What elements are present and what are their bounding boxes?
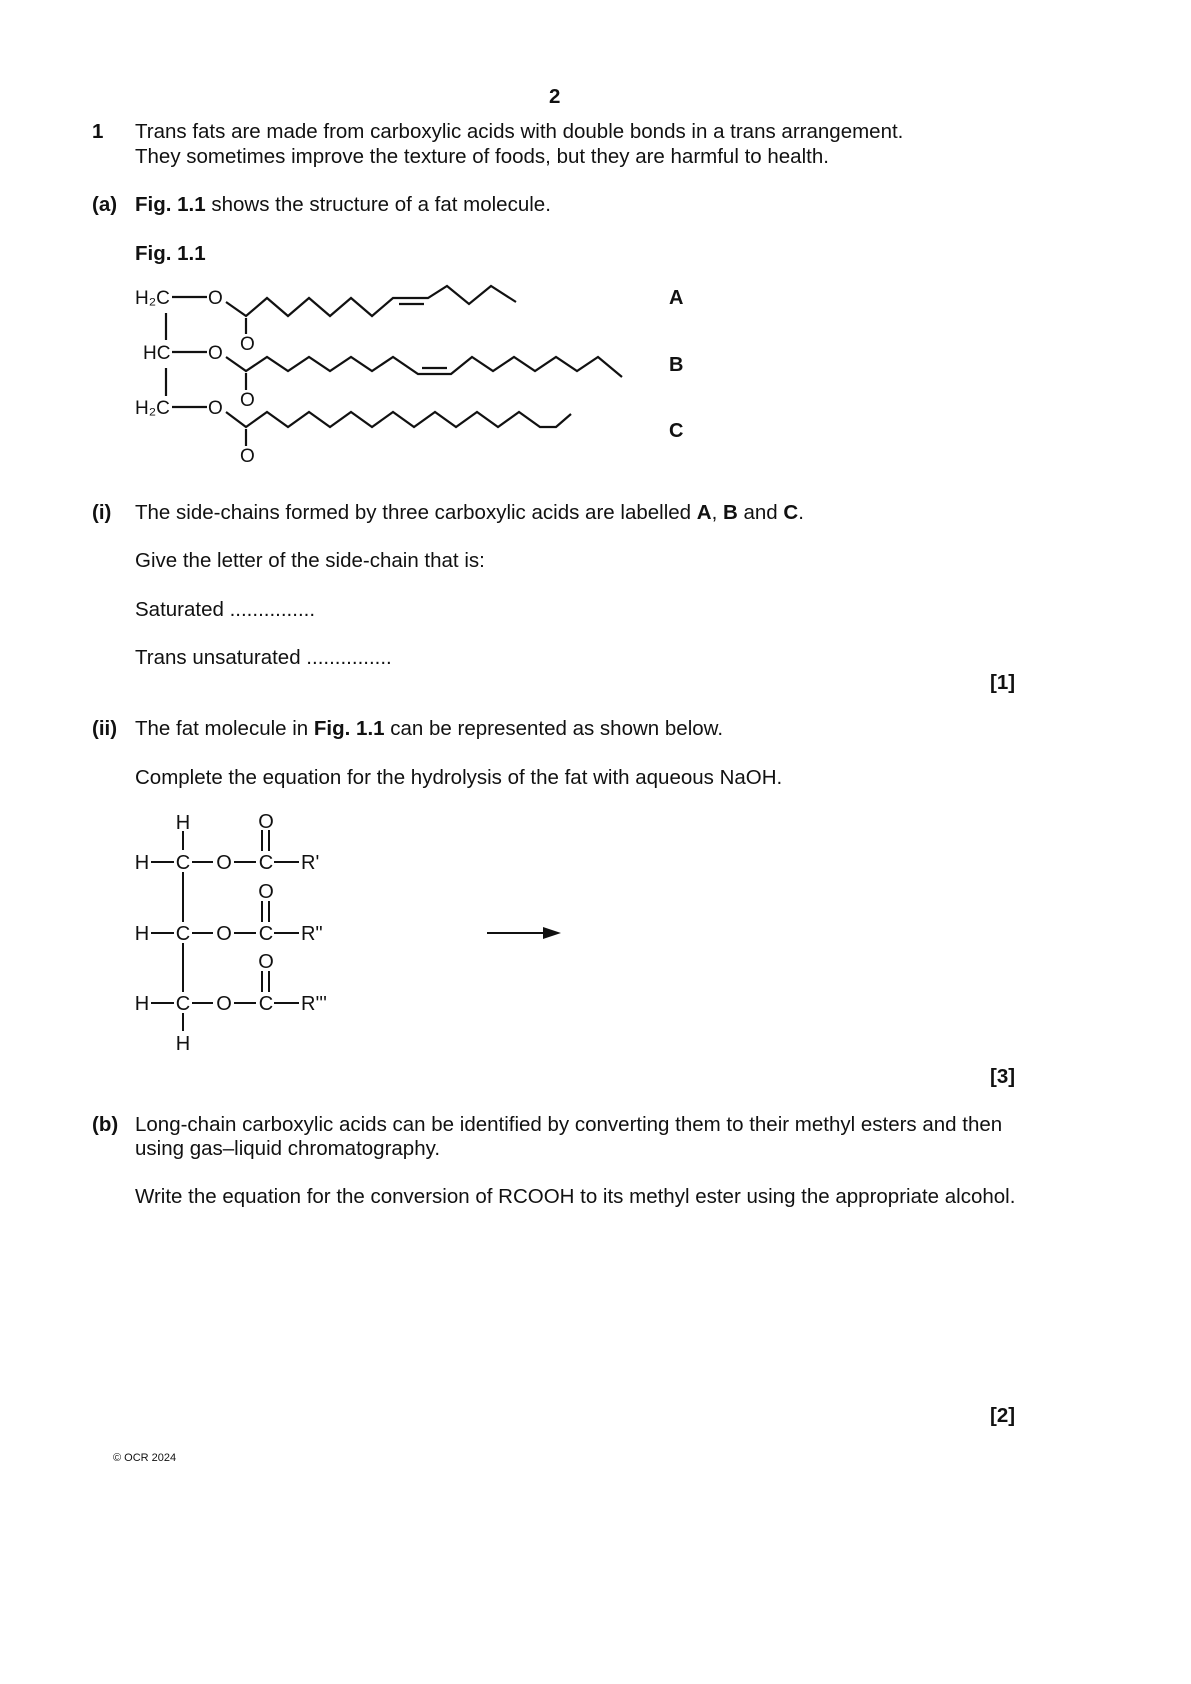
atom-o-carbonyl-2: O xyxy=(258,881,274,903)
fig-reference: Fig. 1.1 xyxy=(135,193,206,216)
letter-a: A xyxy=(696,501,712,524)
svg-text:R" xyxy=(301,923,323,945)
svg-text:C xyxy=(176,993,190,1015)
svg-text:O xyxy=(258,881,274,903)
r-group-2: R" xyxy=(301,923,323,945)
svg-text:C xyxy=(259,923,273,945)
part-b-instruction: Write the equation for the conversion of RCOOH to its methyl ester using the appropriate alcohol. xyxy=(135,1185,1016,1208)
trans-unsaturated-answer-line[interactable]: Trans unsaturated ............... xyxy=(135,646,392,669)
and-word: and xyxy=(737,501,784,524)
atom-c-row2: C xyxy=(175,923,191,945)
atom-o-carbonyl-1: O xyxy=(258,811,274,833)
svg-text:C xyxy=(259,993,273,1015)
svg-text:O xyxy=(216,993,232,1015)
svg-text:C xyxy=(259,852,273,874)
svg-text:R' xyxy=(301,852,319,874)
atom-h-top: H xyxy=(175,812,191,834)
chain-label-a: A xyxy=(669,287,684,309)
oxygen-c1: O xyxy=(208,398,223,419)
part-i-label: (i) xyxy=(92,501,112,524)
r-group-3: R''' xyxy=(301,993,327,1015)
atom-c-ester-row3: C xyxy=(258,993,274,1015)
intro-line-2: They sometimes improve the texture of foods, but they are harmful to health. xyxy=(135,145,829,168)
atom-c-row1: C xyxy=(175,852,191,874)
svg-text:C xyxy=(176,852,190,874)
part-a-label: (a) xyxy=(92,193,118,216)
carbonyl-oxygen-b: O xyxy=(240,390,255,411)
hydrolysis-instruction: Complete the equation for the hydrolysis of the fat with aqueous NaOH. xyxy=(135,766,783,789)
svg-text:O xyxy=(258,811,274,833)
part-b-label: (b) xyxy=(92,1113,119,1136)
svg-text:O xyxy=(216,852,232,874)
chain-label-b: B xyxy=(669,354,684,376)
svg-text:R''' xyxy=(301,993,327,1015)
atom-c-ester-row1: C xyxy=(258,852,274,874)
r-group-1: R' xyxy=(301,852,320,874)
carbonyl-oxygen-c: O xyxy=(240,446,255,467)
period: . xyxy=(798,501,804,524)
copyright-footer: © OCR 2024 xyxy=(113,1452,177,1464)
question-number: 1 xyxy=(92,120,104,143)
atom-c-ester-row2: C xyxy=(258,923,274,945)
svg-text:H xyxy=(176,812,190,834)
chain-label-c: C xyxy=(669,420,684,442)
h2c-top-label: H₂C xyxy=(135,288,170,309)
carbonyl-oxygen-a: O xyxy=(240,334,255,355)
part-ii-label: (ii) xyxy=(92,717,118,740)
atom-o-row3: O xyxy=(216,993,232,1015)
svg-text:C xyxy=(176,923,190,945)
part-b-text-line-2: using gas–liquid chromatography. xyxy=(135,1137,441,1160)
marks-i: [1] xyxy=(990,671,1016,694)
letter-b: B xyxy=(722,501,738,524)
part-a-text-rest: shows the structure of a fat molecule. xyxy=(205,193,551,216)
svg-text:H xyxy=(135,923,149,945)
letter-c: C xyxy=(783,501,799,524)
part-b-text-line-1: Long-chain carboxylic acids can be identified by converting them to their methyl esters and then xyxy=(135,1113,1003,1136)
fig-caption: Fig. 1.1 xyxy=(135,242,206,265)
side-chain-prompt: Give the letter of the side-chain that is: xyxy=(135,549,485,572)
oxygen-a1: O xyxy=(208,288,223,309)
marks-ii: [3] xyxy=(990,1065,1016,1088)
svg-text:H xyxy=(176,1033,190,1055)
marks-b: [2] xyxy=(990,1404,1016,1427)
saturated-answer-line[interactable]: Saturated ............... xyxy=(135,598,316,621)
atom-h-row3: H xyxy=(134,993,150,1015)
svg-text:O xyxy=(258,951,274,973)
svg-text:H xyxy=(135,993,149,1015)
part-ii-text-post: can be represented as shown below. xyxy=(384,717,724,740)
arrow-head-icon xyxy=(543,927,561,939)
svg-text:H xyxy=(135,852,149,874)
atom-o-row2: O xyxy=(216,923,232,945)
atom-h-row1: H xyxy=(134,852,150,874)
page-number: 2 xyxy=(549,85,561,108)
atom-h-bottom: H xyxy=(175,1033,191,1055)
svg-text:O xyxy=(216,923,232,945)
hc-label: HC xyxy=(143,343,171,364)
atom-c-row3: C xyxy=(175,993,191,1015)
part-i-text-pre: The side-chains formed by three carboxylic acids are labelled xyxy=(135,501,697,524)
intro-line-1: Trans fats are made from carboxylic acids with double bonds in a trans arrangement. xyxy=(135,120,904,143)
oxygen-b1: O xyxy=(208,343,223,364)
atom-o-row1: O xyxy=(216,852,232,874)
atom-h-row2: H xyxy=(134,923,150,945)
comma: , xyxy=(711,501,723,524)
fig-reference-ii: Fig. 1.1 xyxy=(313,717,385,740)
h2c-bottom-label: H₂C xyxy=(135,398,170,419)
atom-o-carbonyl-3: O xyxy=(258,951,274,973)
part-ii-text-pre: The fat molecule in xyxy=(135,717,314,740)
